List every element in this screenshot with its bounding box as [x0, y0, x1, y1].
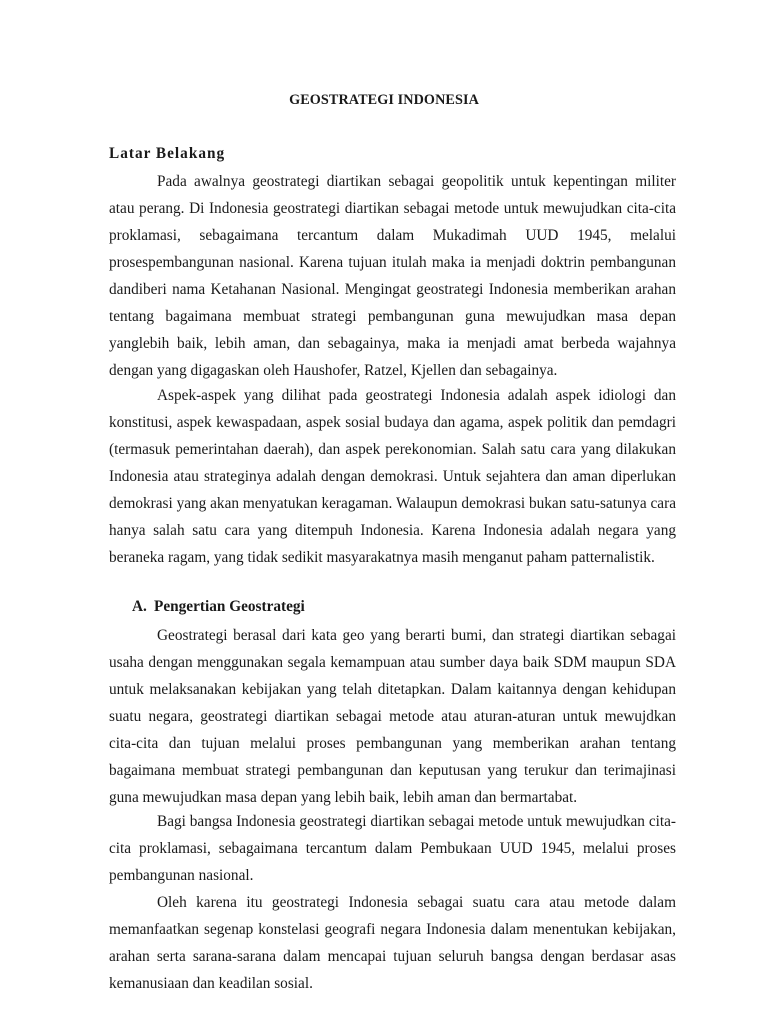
paragraph-definition-2: Bagi bangsa Indonesia geostrategi diartikan sebagai metode untuk mewujudkan cita-cita proklamasi, sebagaimana tercantum dalam Pembukaan UUD 1945, melalui proses pembangunan nasional.: [109, 813, 676, 884]
paragraph-background-2: Aspek-aspek yang dilihat pada geostrategi Indonesia adalah aspek idiologi dan konstitusi, aspek kewaspadaan, aspek sosial budaya dan agama, aspek politik dan pemdagri (termasuk pemerintahan daerah), dan aspek perekonomian. Salah satu cara yang dilakukan Indonesia atau strateginya adalah dengan demokrasi. Untuk sejahtera dan aman diperlukan demokrasi yang akan menyatukan keragaman. Walaupun demokrasi bukan satu-satunya cara hanya salah satu cara yang ditempuh Indonesia. Karena Indonesia adalah negara yang beraneka ragam, yang tidak sedikit masyarakatnya masih menganut paham patternalistik.: [109, 387, 676, 566]
subsection-heading: [132, 598, 305, 616]
paragraph-definition-3: Oleh karena itu geostrategi Indonesia sebagai suatu cara atau metode dalam memanfaatkan segenap konstelasi geografi negara Indonesia dalam menentukan kebijakan, arahan serta sarana-sarana dalam mencapai tujuan seluruh bangsa dengan berdasar asas kemanusiaan dan keadilan sosial.: [109, 894, 676, 992]
document-title: GEOSTRATEGI INDONESIA: [289, 92, 479, 108]
subsection-marker: A.: [132, 598, 147, 615]
section-heading-latar-belakang: Latar Belakang: [109, 145, 226, 162]
subsection-title: Pengertian Geostrategi: [154, 598, 305, 615]
paragraph-definition-1: Geostrategi berasal dari kata geo yang berarti bumi, dan strategi diartikan sebagai usaha dengan menggunakan segala kemampuan atau sumber daya baik SDM maupun SDA untuk melaksanakan kebijakan yang telah ditetapkan. Dalam kaitannya dengan kehidupan suatu negara, geostrategi diartikan sebagai metode atau aturan-aturan untuk mewujdkan cita-cita dan tujuan melalui proses pembangunan yang memberikan arahan tentang bagaimana membuat strategi pembangunan dan keputusan yang terukur dan terimajinasi guna mewujudkan masa depan yang lebih baik, lebih aman dan bermartabat.: [109, 627, 676, 806]
paragraph-background-1: Pada awalnya geostrategi diartikan sebagai geopolitik untuk kepentingan militer atau perang. Di Indonesia geostrategi diartikan sebagai metode untuk mewujudkan cita-cita proklamasi, sebagaimana tercantum dalam Mukadimah UUD 1945, melalui prosespembangunan nasional. Karena tujuan itulah maka ia menjadi doktrin pembangunan dandiberi nama Ketahanan Nasional. Mengingat geostrategi Indonesia memberikan arahan tentang bagaimana membuat strategi pembangunan guna mewujudkan masa depan yanglebih baik, lebih aman, dan sebagainya, maka ia menjadi amat berbeda wajahnya dengan yang digagaskan oleh Haushofer, Ratzel, Kjellen dan sebagainya.: [109, 173, 676, 379]
